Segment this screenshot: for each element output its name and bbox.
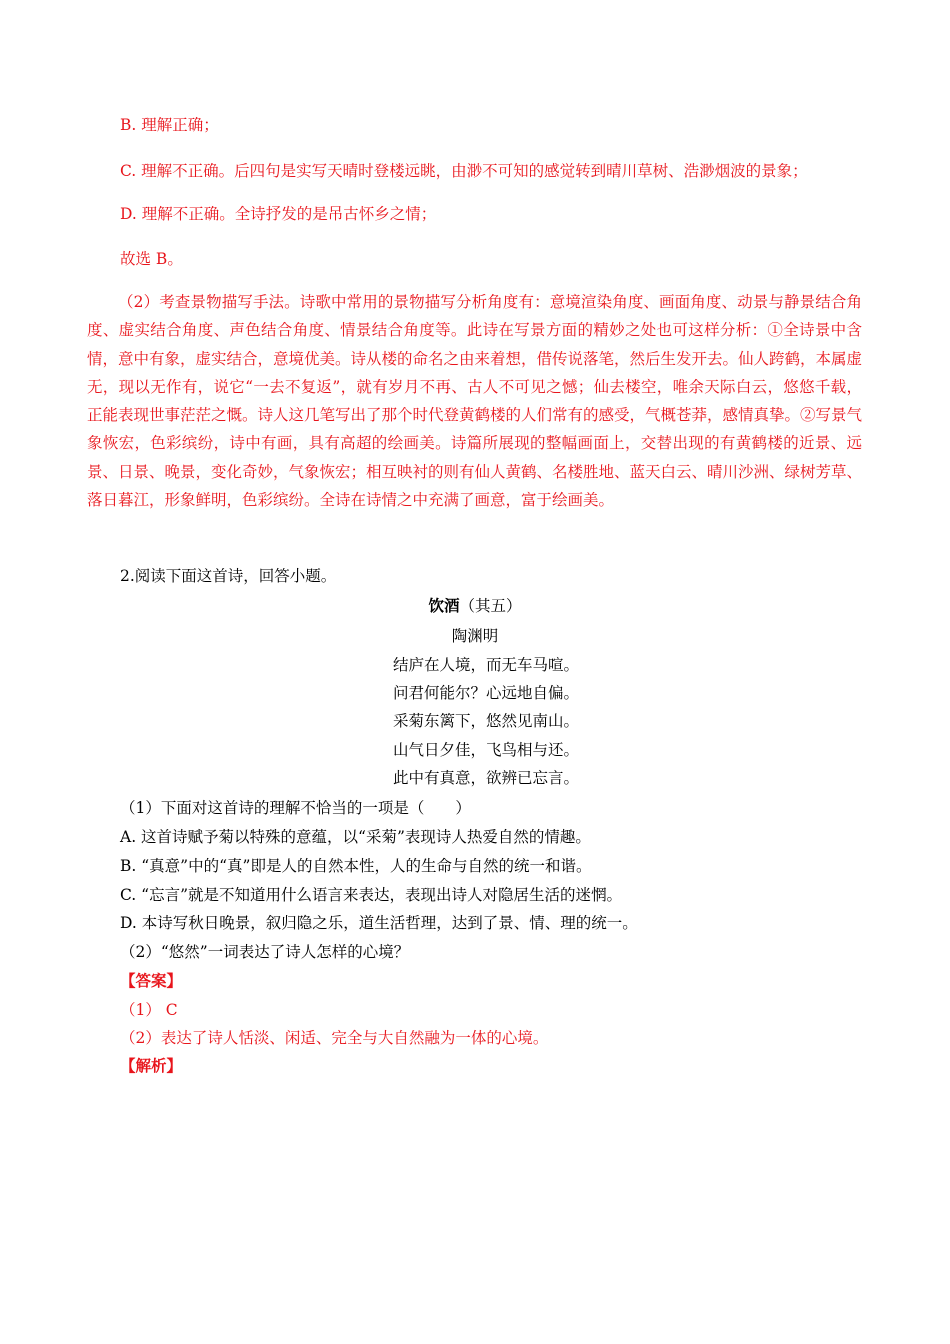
poem-line: 此中有真意，欲辨已忘言。 (393, 769, 580, 787)
sub-question-1-prompt: （1）下面对这首诗的理解不恰当的一项是（ ） (120, 799, 471, 817)
option-b: B. “真意”中的“真”即是人的自然本性，人的生命与自然的统一和谐。 (120, 857, 592, 875)
explanation-choice: 故选 B。 (120, 250, 183, 268)
explanation-option-c: C. 理解不正确。后四句是实写天晴时登楼远眺，由渺不可知的感觉转到晴川草树、浩渺烟波的景象； (120, 162, 808, 180)
poem-title (0, 596, 950, 616)
poem-line: 问君何能尔？心远地自偏。 (393, 684, 580, 702)
poem-line: 采菊东篱下，悠然见南山。 (393, 712, 580, 730)
answer-part1: （1） C (120, 1001, 178, 1019)
sub-question-2-prompt: （2）“悠然”一词表达了诗人怎样的心境？ (120, 943, 410, 961)
poem-line: 结庐在人境，而无车马喧。 (393, 656, 580, 674)
option-c: C. “忘言”就是不知道用什么语言来表达，表现出诗人对隐居生活的迷惘。 (120, 886, 623, 904)
poem-line: 山气日夕佳，飞鸟相与还。 (393, 741, 580, 759)
question2-prompt: 2.阅读下面这首诗，回答小题。 (120, 567, 337, 585)
answer-part2: （2）表达了诗人恬淡、闲适、完全与大自然融为一体的心境。 (120, 1029, 549, 1047)
answer-heading: 【答案】 (120, 972, 183, 990)
explanation-option-b: B. 理解正确； (120, 116, 219, 134)
explanation-option-d: D. 理解不正确。全诗抒发的是吊古怀乡之情； (120, 205, 437, 223)
poem-title-main: 饮酒 (428, 597, 460, 615)
explanation-part2-paragraph: （2）考查景物描写手法。诗歌中常用的景物描写分析角度有：意境渲染角度、画面角度、动景与静景结合角度、虚实结合角度、声色结合角度、情景结合角度等。此诗在写景方面的精妙之处也可这样分析：①全诗景中含情，意中有象，虚实结合，意境优美。诗从楼的命名之由来着想，借传说落笔，然后生发开去。仙人跨鹤，本属虚无，现以无作有，说它“一去不复返”，就有岁月不再、古人不可见之憾；仙去楼空，唯余天际白云，悠悠千载，正能表现世事茫茫之慨。诗人这几笔写出了那个时代登黄鹤楼的人们常有的感受，气概苍莽，感情真挚。②写景气象恢宏，色彩缤纷，诗中有画，具有高超的绘画美。诗篇所展现的整幅画面上，交替出现的有黄鹤楼的近景、远景、日景、晚景，变化奇妙，气象恢宏；相互映衬的则有仙人黄鹤、名楼胜地、蓝天白云、晴川沙洲、绿树芳草、落日暮江，形象鲜明，色彩缤纷。全诗在诗情之中充满了画意，富于绘画美。 (87, 293, 863, 510)
poem-title-sub: （其五） (459, 597, 522, 615)
option-d: D. 本诗写秋日晚景，叙归隐之乐，道生活哲理，达到了景、情、理的统一。 (120, 914, 638, 932)
poem-author: 陶渊明 (451, 627, 499, 645)
analysis-heading: 【解析】 (120, 1057, 183, 1075)
option-a: A. 这首诗赋予菊以特殊的意蕴，以“采菊”表现诗人热爱自然的情趣。 (120, 828, 591, 846)
